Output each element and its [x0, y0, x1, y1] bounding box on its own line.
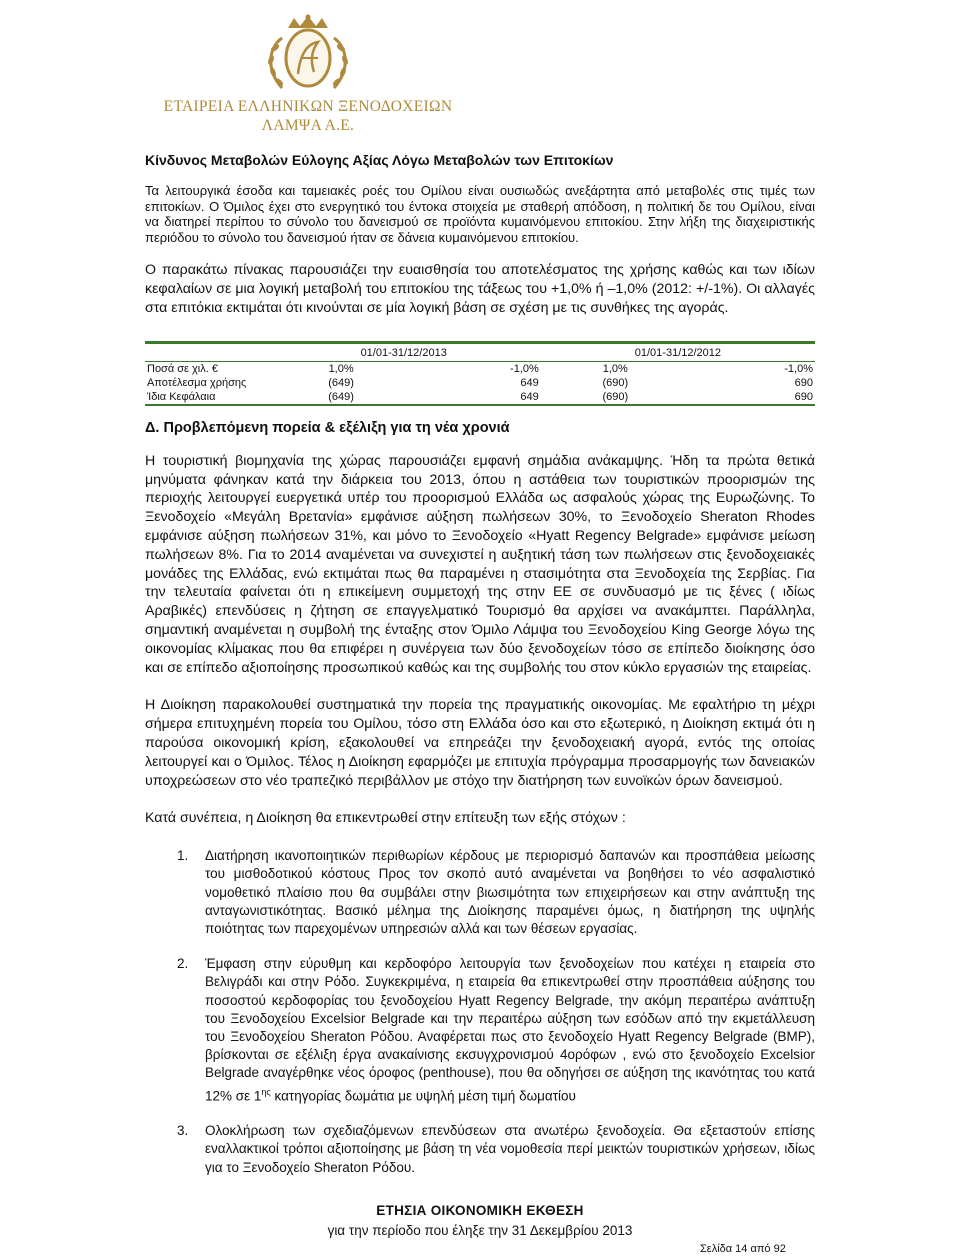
paragraph-interest-risk: Τα λειτουργικά έσοδα και ταμειακές ροές του Ομίλου είναι ουσιωδώς ανεξάρτητα από μεταβολές στις τιμές των επιτοκίων. Ο Όμιλος έχει στο ενεργητικό του έντοκα στοιχεία με σταθερή απόδοση, η πολιτική δε του Ομίλου, είναι να διατηρεί περίπου το σύνολο του δανεισμού σε προϊόντα κυμαινόμενου επιτοκίου. Στην λήξη της διαχειριστικής περιόδου το σύνολο του δανεισμού ήταν σε δάνεια κυμαινόμενου επιτοκίου.	[145, 183, 815, 245]
paragraph-tourism-outlook: Η τουριστική βιομηχανία της χώρας παρουσιάζει εμφανή σημάδια ανάκαμψης. Ήδη τα πρώτα θετικά μηνύματα φάνηκαν κατά την διάρκεια του 2013, όπου η αστάθεια των τουριστικών προορισμών της περιοχής λειτουργεί ευεργετικά υπέρ του προορισμού Ελλάδα ως ασφαλούς χώρας της Ευρωζώνης. Το Ξενοδοχείο «Μεγάλη Βρετανία» εμφάνισε αύξηση πωλήσεων 30%, το Ξενοδοχείο Sheraton Rhodes εμφάνισε αύξηση πωλήσεων 31%, και μόνο το Ξενοδοχείο «Hyatt Regency Belgrade» εμφάνισε μείωση πωλήσεων 8%. Για το 2014 αναμένεται να συνεχιστεί η αυξητική τάση των πωλήσεων στις ξενοδοχειακές μονάδες της Ελλάδας, ενώ εκτιμάται πως θα παραμένει η στασιμότητα στα Ξενοδοχεία της Σερβίας. Για την τελευταία φαίνεται ότι η επικείμενη συμμετοχή της στην ΕΕ σε συνδυασμό με τις ξένες ( ιδίως Αραβικές) επενδύσεις η ζήτηση σε επαγγελματικό Τουρισμό θα αρχίσει να ανακάμπτει. Παράλληλα, σημαντική αναμένεται η συμβολή της ένταξης στον Όμιλο Λάμψα του Ξενοδοχείου King George λόγω της οικονομίας κλίμακας που θα επιφέρει η συνέργεια των δύο ξενοδοχείων τόσο σε επίπεδο διοίκησης όσο και σε επίπεδο αξιοποίησης προσωπικού καθώς και της συμβολής του στον κύκλο εργασιών της εταιρείας.	[145, 452, 815, 676]
table-cell: 649	[520, 376, 539, 389]
paragraph-sensitivity: Ο παρακάτω πίνακας παρουσιάζει την ευαισθησία του αποτελέσματος της χρήσης καθώς και των ιδίων κεφαλαίων σε μια λογική μεταβολή του επιτοκίου της τάξεως του +1,0% ή –1,0% (2012: +/-1%). Οι αλλαγές στα επιτόκια εκτιμάται ότι κινούνται σε μία λογική βάση σε σχέση με τις συνθήκες της αγοράς.	[145, 262, 815, 316]
list-item-number: 3.	[177, 1123, 189, 1139]
row-label: Ποσά σε χιλ. €	[147, 362, 218, 375]
sensitivity-table	[145, 341, 815, 406]
table-cell: 649	[416, 390, 541, 405]
list-item	[145, 955, 815, 1105]
list-item-text: Διατήρηση ικανοποιητικών περιθωρίων κέρδους με περιορισμό δαπανών και προσπάθεια μείωσης του μισθοδοτικού κόστους Προς τον σκοπό αυτό αναμένεται να βοηθήσει το νέο ασφαλιστικό νομοθετικό πλαίσιο που θα συμβάλει στην βιωσιμότητα των επιχειρήσεων και στην ανάπτυξη της ανταγωνιστικότητας. Βασικό μέλημα της Διοίκησης παραμένει όμως, η διατήρηση της υψηλής ποιότητας των παρεχομένων υπηρεσιών αλλά και των θέσεων εργασίας.	[205, 848, 815, 936]
logo-company-name: ΕΤΑΙΡΕΙΑ ΕΛΛΗΝΙΚΩΝ ΞΕΝΟΔΟΧΕΙΩΝ	[163, 98, 453, 115]
goals-intro: Κατά συνέπεια, η Διοίκηση θα επικεντρωθεί στην επίτευξη των εξής στόχων :	[145, 810, 626, 827]
company-logo	[143, 14, 473, 134]
page-number: Σελίδα 14 από 92	[700, 1243, 786, 1255]
footer-period: για την περίοδο που έληξε την 31 Δεκεμβρίου 2013	[327, 1223, 633, 1238]
paragraph-management: Η Διοίκηση παρακολουθεί συστηματικά την πορεία της πραγματικής οικονομίας. Με εφαλτήριο τη μέχρι σήμερα επιτυχημένη πορεία του Ομίλου, τόσο στη Ελλάδα όσο και στο εξωτερικό, η Διοίκηση εκτιμά ότι η παρούσα οικονομική κρίση, εξακολουθεί να επηρεάζει την ξενοδοχειακή αγορά, εντός της οποίας λειτουργεί και ο Όμιλος. Τέλος η Διοίκηση εφαρμόζει με επιτυχία πρόγραμμα προσαρμογής των δανειακών υποχρεώσεων στο νέο τραπεζικό περιβάλλον με στόχο την διατήρηση των ευνοϊκών όρων δανεισμού.	[145, 697, 815, 789]
section-title-interest-risk: Κίνδυνος Μεταβολών Εύλογης Αξίας Λόγω Μεταβολών των Επιτοκίων	[145, 152, 614, 168]
list-item-number: 1.	[177, 848, 189, 864]
table-cell: (649)	[328, 376, 354, 389]
row-label: Ίδια Κεφάλαια	[145, 390, 267, 405]
list-item	[145, 1122, 815, 1177]
list-item-text: Ολοκλήρωση των σχεδιαζόμενων επενδύσεων στα ανωτέρω ξενοδοχεία. Θα εξεταστούν επίσης εναλλακτικοί τρόποι αξιοποίησης με βάση τη νέα νομοθεσία περί μεικτών τουριστικών χρήσεων, ιδίως για το Ξενοδοχείο Sheraton Ρόδου.	[205, 1123, 815, 1175]
document-body	[145, 152, 815, 1194]
period-2012-header: 01/01-31/12/2012	[541, 342, 815, 361]
list-item-text-tail: κατηγορίας δωμάτια με υψηλή μέση τιμή δωματίου	[270, 1088, 576, 1104]
crest-icon	[248, 14, 368, 96]
table-cell: (690)	[602, 376, 629, 389]
row-label: Αποτέλεσμα χρήσης	[147, 376, 247, 389]
table-cell: 1,0%	[602, 362, 628, 375]
goals-list	[145, 847, 815, 1177]
table-row	[145, 390, 815, 405]
table-row	[145, 376, 815, 390]
period-2013-header: 01/01-31/12/2013	[267, 342, 541, 361]
table-cell: 1,0%	[328, 362, 354, 375]
table-header-row	[145, 342, 815, 361]
list-item	[145, 847, 815, 938]
section-title-outlook: Δ. Προβλεπόμενη πορεία & εξέλιξη για τη νέα χρονιά	[145, 419, 510, 436]
table-row	[145, 361, 815, 376]
logo-company-brand: ΛΑΜΨΑ Α.Ε.	[261, 117, 355, 134]
table-cell: 690	[794, 376, 813, 389]
list-item-number: 2.	[177, 956, 189, 972]
table-cell: (649)	[267, 390, 416, 405]
footer-report-title: ΕΤΗΣΙΑ ΟΙΚΟΝΟΜΙΚΗ ΕΚΘΕΣΗ	[376, 1203, 584, 1218]
ordinal-superscript: ης	[261, 1086, 271, 1097]
table-cell: 690	[690, 390, 815, 405]
table-cell: -1,0%	[510, 362, 539, 375]
list-item-text: Έμφαση στην εύρυθμη και κερδοφόρο λειτουργία των ξενοδοχείων που κατέχει η εταιρεία στο Βελιγράδι και στην Ρόδο. Συγκεκριμένα, η εταιρεία θα επικεντρωθεί στην προσπάθεια αύξησης του ποσοστού κερδοφορίας του ξενοδοχείου Hyatt Regency Belgrade, την ακόμη περαιτέρω ανάπτυξη του Ξενοδοχείου Excelsior Belgrade και την περαιτέρω αύξηση των εσόδων από την εκμετάλλευση του Ξενοδοχείου Sheraton Ρόδου. Αναφέρεται πως στο ξενοδοχείο Hyatt Regency Belgrade (BMP), βρίσκονται σε εξέλιξη έργα ανακαίνισης εκσυγχρονισμού 4ορόφων , ενώ στο ξενοδοχείο Excelsior Belgrade αναγέρθηκε νέος όροφος (penthouse), που θα οδηγήσει σε αύξηση της ικανότητας του κατά 12% σε 1	[205, 956, 815, 1104]
table-cell: -1,0%	[784, 362, 813, 375]
table-cell: (690)	[541, 390, 690, 405]
